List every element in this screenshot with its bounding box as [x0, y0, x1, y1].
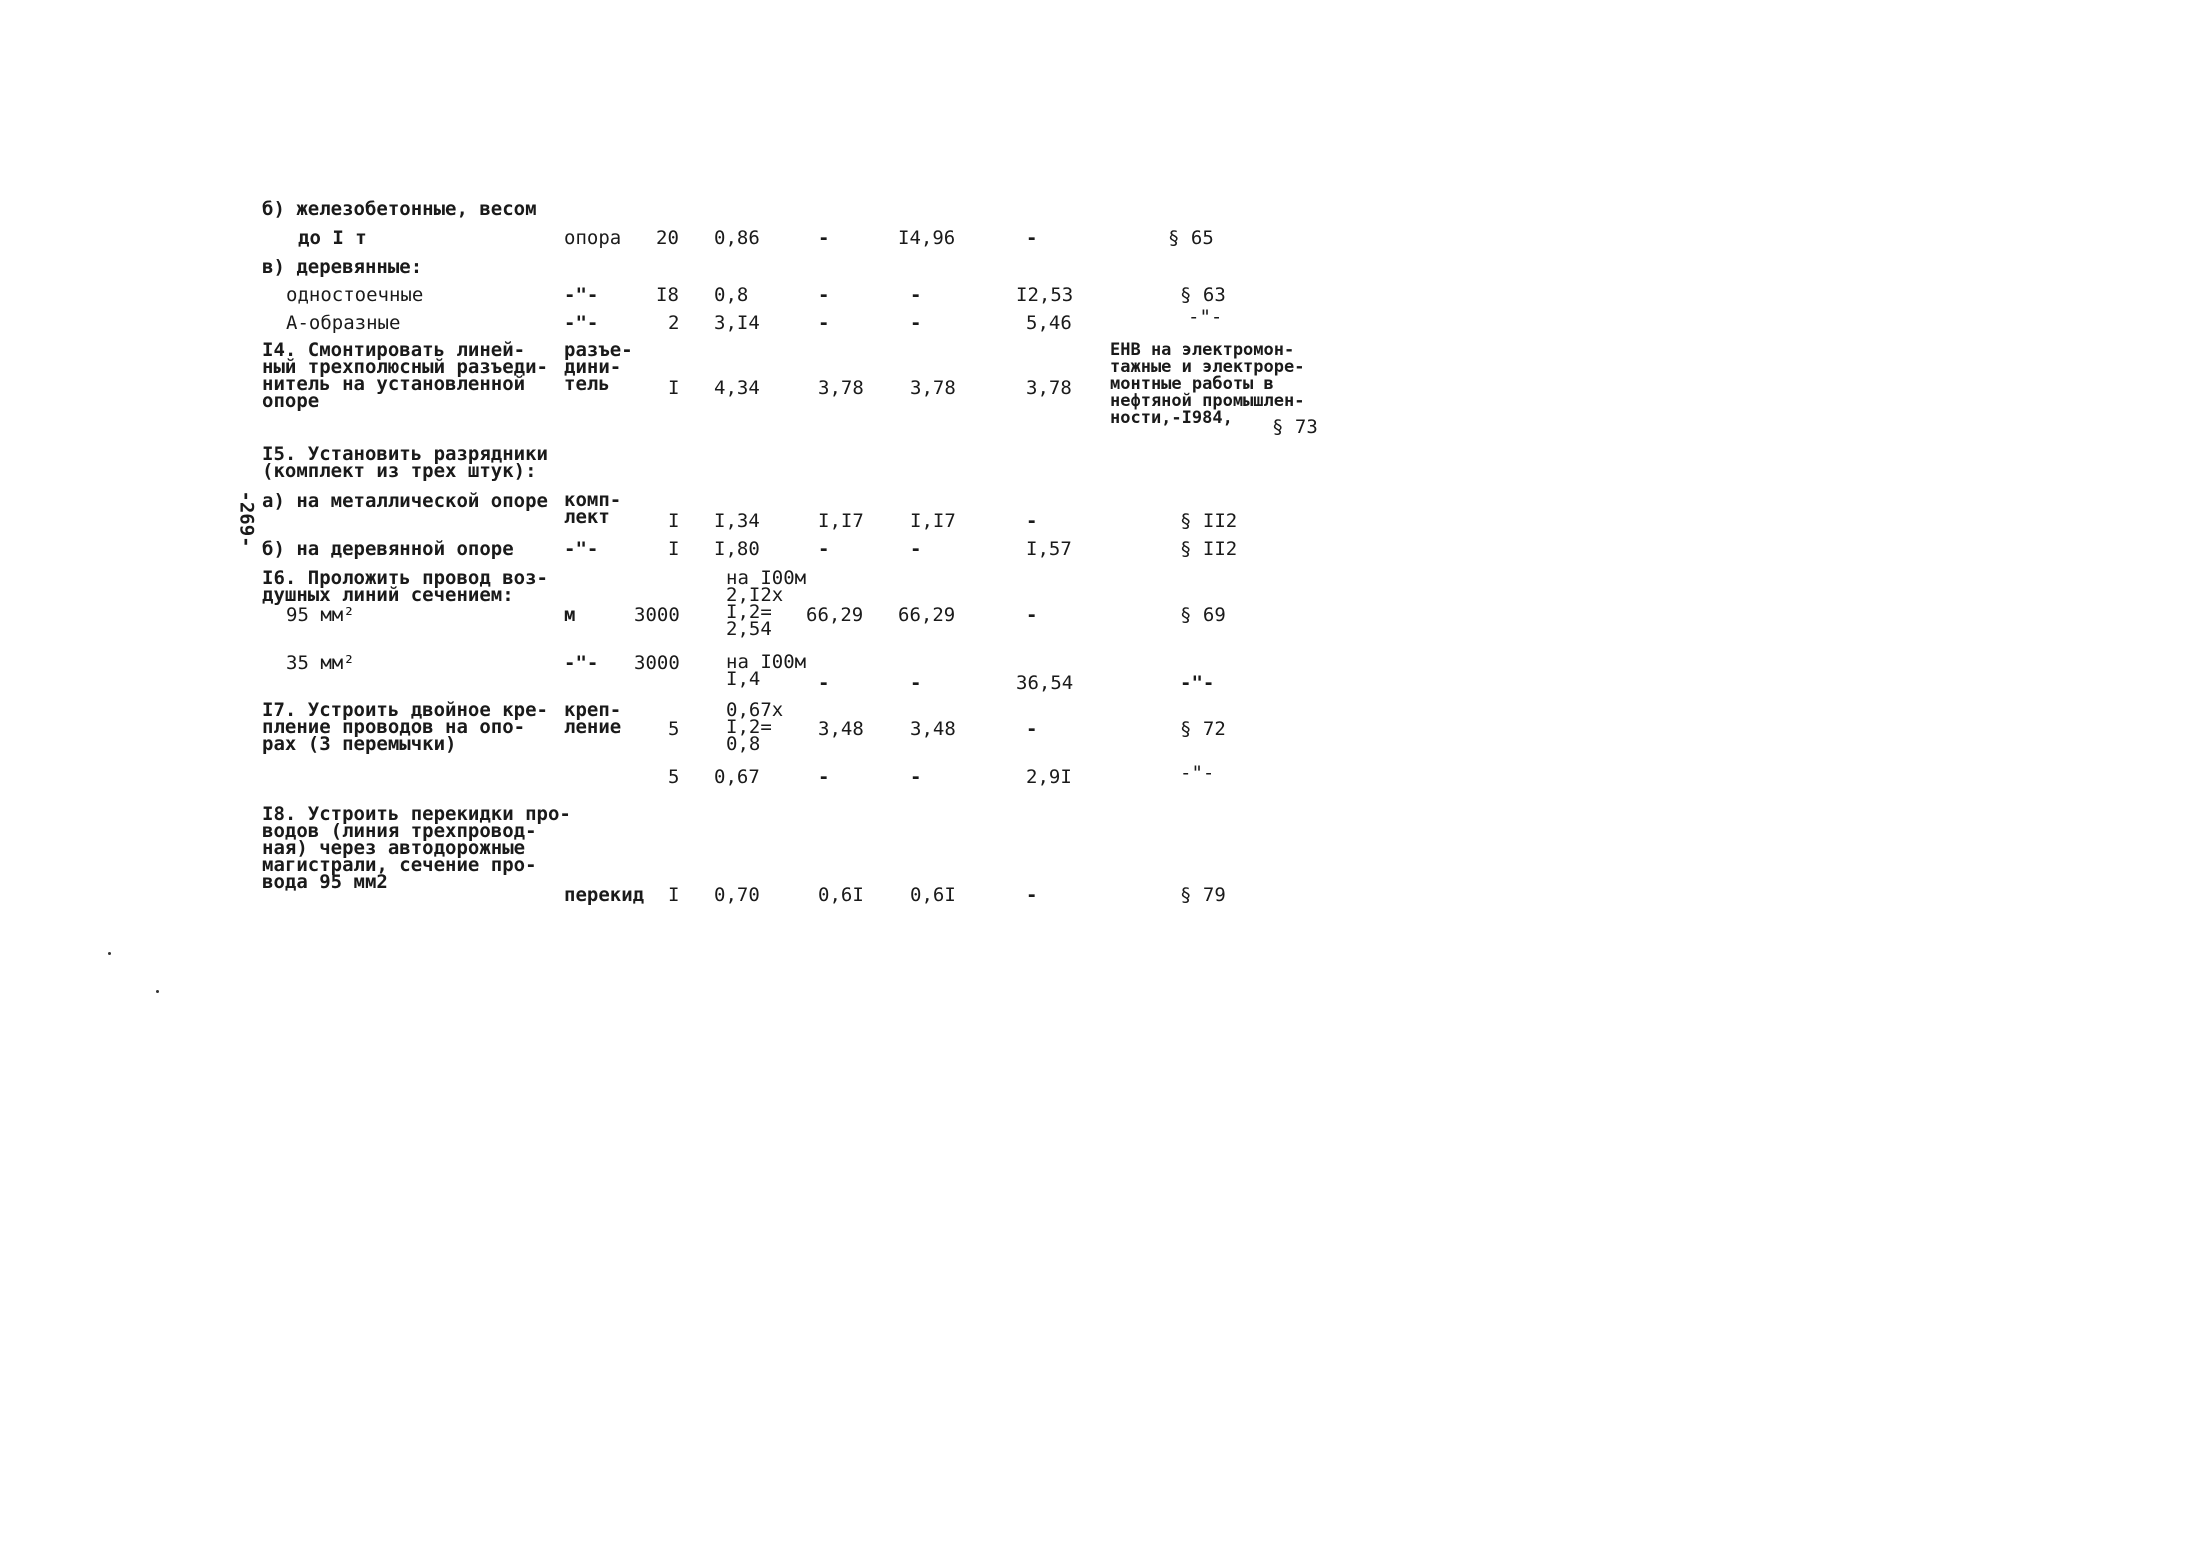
- row-col4: I2,53: [1016, 284, 1074, 306]
- row-col2: I,I7: [818, 510, 864, 532]
- row-desc: б) на деревянной опоре: [262, 538, 514, 560]
- row-desc: I4. Смонтировать линей- ный трехполюсный разъеди- нитель на установленной опоре: [262, 339, 548, 412]
- row-col1: 4,34: [714, 377, 760, 399]
- row-col4: -: [1026, 604, 1038, 626]
- row-col3: I4,96: [898, 227, 956, 249]
- row-unit: разъе- дини- тель: [564, 339, 633, 395]
- row-col3: -: [910, 312, 922, 334]
- row-col2: -: [818, 672, 830, 694]
- row-qty: I: [668, 377, 680, 399]
- row-ref: § II2: [1180, 538, 1238, 560]
- row-ref: § 69: [1180, 604, 1226, 626]
- row-col4: -: [1026, 510, 1038, 532]
- row-col1: на I00м 2,I2х I,2= 2,54: [726, 567, 807, 640]
- scan-speck: [108, 952, 111, 955]
- row-qty: I8: [656, 284, 679, 306]
- row-col3: 3,48: [910, 718, 956, 740]
- row-unit: -"-: [564, 652, 599, 674]
- row-unit: м: [564, 604, 576, 626]
- page-number: -269-: [235, 490, 258, 548]
- row-ref: § 65: [1168, 227, 1214, 249]
- row-col2: -: [818, 284, 830, 306]
- row-sub: 35 мм²: [286, 652, 355, 674]
- row-ref: § 79: [1180, 884, 1226, 906]
- row-desc: одностоечные: [286, 284, 424, 306]
- row-col3: 66,29: [898, 604, 956, 626]
- row-col3: I,I7: [910, 510, 956, 532]
- row-ref: -"-: [1180, 762, 1215, 784]
- row-col1: 3,I4: [714, 312, 760, 334]
- row-unit: -"-: [564, 284, 599, 306]
- row-col2: -: [818, 227, 830, 249]
- row-col2: -: [818, 766, 830, 788]
- row-col3: -: [910, 284, 922, 306]
- row-col4: -: [1026, 227, 1038, 249]
- row-unit: опора: [564, 227, 622, 249]
- row-ref-paragraph: § 73: [1272, 416, 1318, 438]
- row-ref: -"-: [1188, 306, 1223, 328]
- row-ref: § 63: [1180, 284, 1226, 306]
- row-ref: -"-: [1180, 672, 1215, 694]
- row-col1: на I00м I,4: [726, 651, 807, 690]
- row-col1: 0,67х I,2= 0,8: [726, 699, 784, 755]
- row-col1: 0,70: [714, 884, 760, 906]
- row-col1: 0,86: [714, 227, 760, 249]
- row-col3: 0,6I: [910, 884, 956, 906]
- row-ref: § II2: [1180, 510, 1238, 532]
- row-col4: 2,9I: [1026, 766, 1072, 788]
- row-col2: -: [818, 312, 830, 334]
- row-unit: креп- ление: [564, 699, 622, 738]
- row-col4: -: [1026, 718, 1038, 740]
- row-sub: 95 мм²: [286, 604, 355, 626]
- row-col2: 66,29: [806, 604, 864, 626]
- row-unit: -"-: [564, 312, 599, 334]
- row-unit: перекид: [564, 884, 645, 906]
- row-col4: 36,54: [1016, 672, 1074, 694]
- row-col2: 0,6I: [818, 884, 864, 906]
- row-col4: -: [1026, 884, 1038, 906]
- row-col3: -: [910, 538, 922, 560]
- row-qty: I: [668, 884, 680, 906]
- row-col4: 5,46: [1026, 312, 1072, 334]
- row-qty: 3000: [634, 652, 680, 674]
- row-desc: I8. Устроить перекидки про- водов (линия трехпровод- ная) через автодорожные магистрали, сечение про- вода 95 мм2: [262, 803, 571, 893]
- row-col1: 0,8: [714, 284, 749, 306]
- row-desc: I6. Проложить провод воз- душных линий сечением:: [262, 567, 548, 606]
- row-qty: I: [668, 510, 680, 532]
- row-desc: I7. Устроить двойное кре- пление проводов на опо- рах (3 перемычки): [262, 699, 548, 755]
- row-qty: I: [668, 538, 680, 560]
- row-unit: -"-: [564, 538, 599, 560]
- row-col3: -: [910, 766, 922, 788]
- row-desc: в) деревянные:: [262, 256, 423, 278]
- row-unit: комп- лект: [564, 489, 622, 528]
- row-desc: б) железобетонные, весом: [262, 198, 537, 220]
- row-col1: I,80: [714, 538, 760, 560]
- row-desc: до I т: [298, 227, 367, 249]
- row-col4: I,57: [1026, 538, 1072, 560]
- row-desc: а) на металлической опоре: [262, 490, 548, 512]
- row-col2: 3,48: [818, 718, 864, 740]
- row-ref: § 72: [1180, 718, 1226, 740]
- row-desc: I5. Установить разрядники (комплект из трех штук):: [262, 443, 548, 482]
- row-qty: 5: [668, 718, 680, 740]
- row-col1: 0,67: [714, 766, 760, 788]
- row-ref: ЕНВ на электромон- тажные и электроре- монтные работы в нефтяной промышлен- ности,-I984,: [1110, 340, 1305, 428]
- row-col4: 3,78: [1026, 377, 1072, 399]
- row-qty: 2: [668, 312, 680, 334]
- row-col1: I,34: [714, 510, 760, 532]
- row-col2: 3,78: [818, 377, 864, 399]
- scan-speck: [156, 990, 159, 993]
- row-col2: -: [818, 538, 830, 560]
- row-qty: 3000: [634, 604, 680, 626]
- row-qty: 5: [668, 766, 680, 788]
- row-desc: А-образные: [286, 312, 401, 334]
- row-col3: 3,78: [910, 377, 956, 399]
- row-qty: 20: [656, 227, 679, 249]
- row-col3: -: [910, 672, 922, 694]
